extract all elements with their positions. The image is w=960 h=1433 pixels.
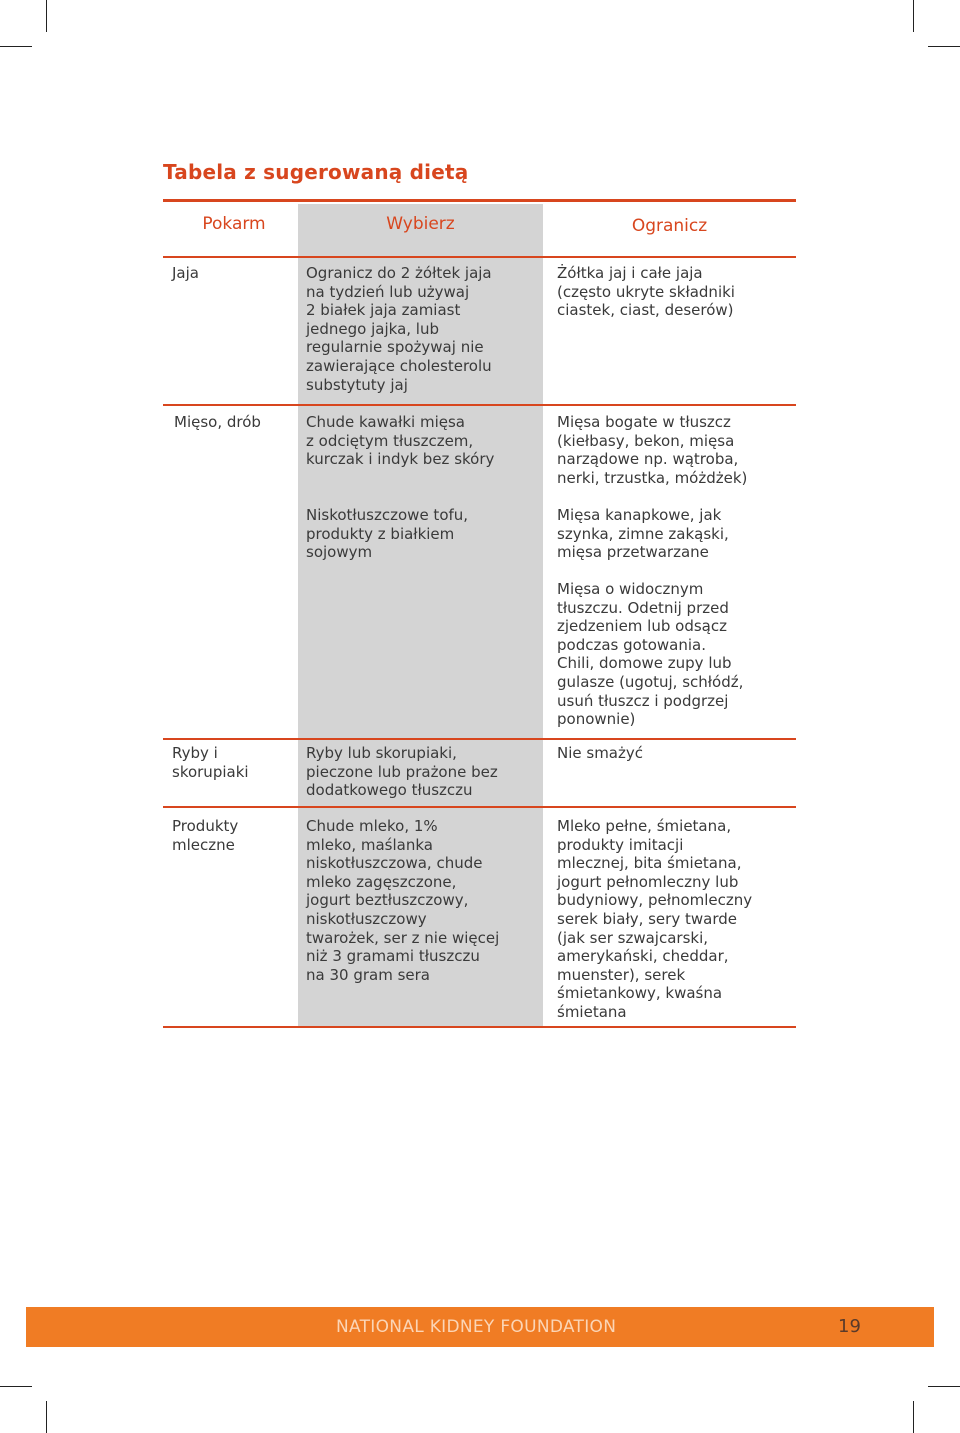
row-fish-limit: Nie smażyć bbox=[557, 744, 644, 762]
header-limit: Ogranicz bbox=[631, 216, 708, 236]
crop-mark bbox=[913, 1401, 914, 1433]
footer-organization: NATIONAL KIDNEY FOUNDATION bbox=[336, 1317, 617, 1337]
row-fish-food: Ryby i skorupiaki bbox=[172, 744, 249, 781]
row-divider bbox=[163, 806, 796, 808]
page-title: Tabela z sugerowaną dietą bbox=[163, 160, 469, 184]
header-choose: Wybierz bbox=[386, 214, 455, 234]
crop-mark bbox=[928, 1386, 960, 1387]
row-eggs-choose: Ogranicz do 2 żółtek jaja na tydzień lub używaj 2 białek jaja zamiast jednego jajka, lub regularnie spożywaj nie zawierające cholesterolu substytuty jaj bbox=[306, 264, 492, 394]
crop-mark bbox=[46, 1401, 47, 1433]
row-meat-limit-3: Mięsa o widocznym tłuszczu. Odetnij przed zjedzeniem lub odsącz podczas gotowania. Chili, domowe zupy lub gulasze (ugotuj, schłódź, usuń tłuszcz i podgrzej ponownie) bbox=[557, 580, 744, 729]
row-meat-choose-2: Niskotłuszczowe tofu, produkty z białkiem sojowym bbox=[306, 506, 469, 562]
row-meat-food: Mięso, drób bbox=[174, 413, 261, 431]
crop-mark bbox=[0, 46, 32, 47]
crop-mark bbox=[46, 0, 47, 32]
header-food: Pokarm bbox=[202, 214, 266, 234]
row-dairy-food: Produkty mleczne bbox=[172, 817, 239, 854]
row-eggs-food: Jaja bbox=[172, 264, 199, 282]
row-divider bbox=[163, 404, 796, 406]
row-divider bbox=[163, 738, 796, 740]
row-dairy-choose: Chude mleko, 1% mleko, maślanka niskotłuszczowa, chude mleko zagęszczone, jogurt beztłuszczowy, niskotłuszczowy twarożek, ser z nie więcej niż 3 gramami tłuszczu na 30 gram sera bbox=[306, 817, 500, 984]
table-bottom-rule bbox=[163, 1026, 796, 1028]
row-meat-limit: Mięsa bogate w tłuszcz (kiełbasy, bekon, mięsa narządowe np. wątroba, nerki, trzustka, móżdżek) bbox=[557, 413, 748, 487]
crop-mark bbox=[0, 1386, 32, 1387]
page-number: 19 bbox=[838, 1316, 861, 1337]
footer-bar bbox=[26, 1307, 934, 1347]
crop-mark bbox=[928, 46, 960, 47]
row-dairy-limit: Mleko pełne, śmietana, produkty imitacji mlecznej, bita śmietana, jogurt pełnomleczny lub budyniowy, pełnomleczny serek biały, sery twarde (jak ser szwajcarski, amerykański, cheddar, muenster), serek śmietankowy, kwaśna śmietana bbox=[557, 817, 753, 1021]
row-meat-choose: Chude kawałki mięsa z odciętym tłuszczem, kurczak i indyk bez skóry bbox=[306, 413, 495, 469]
row-divider bbox=[163, 256, 796, 258]
row-fish-choose: Ryby lub skorupiaki, pieczone lub prażone bez dodatkowego tłuszczu bbox=[306, 744, 498, 800]
header-top-rule bbox=[163, 199, 796, 202]
crop-mark bbox=[913, 0, 914, 32]
row-eggs-limit: Żółtka jaj i całe jaja (często ukryte składniki ciastek, ciast, deserów) bbox=[557, 264, 735, 320]
row-meat-limit-2: Mięsa kanapkowe, jak szynka, zimne zakąski, mięsa przetwarzane bbox=[557, 506, 729, 562]
